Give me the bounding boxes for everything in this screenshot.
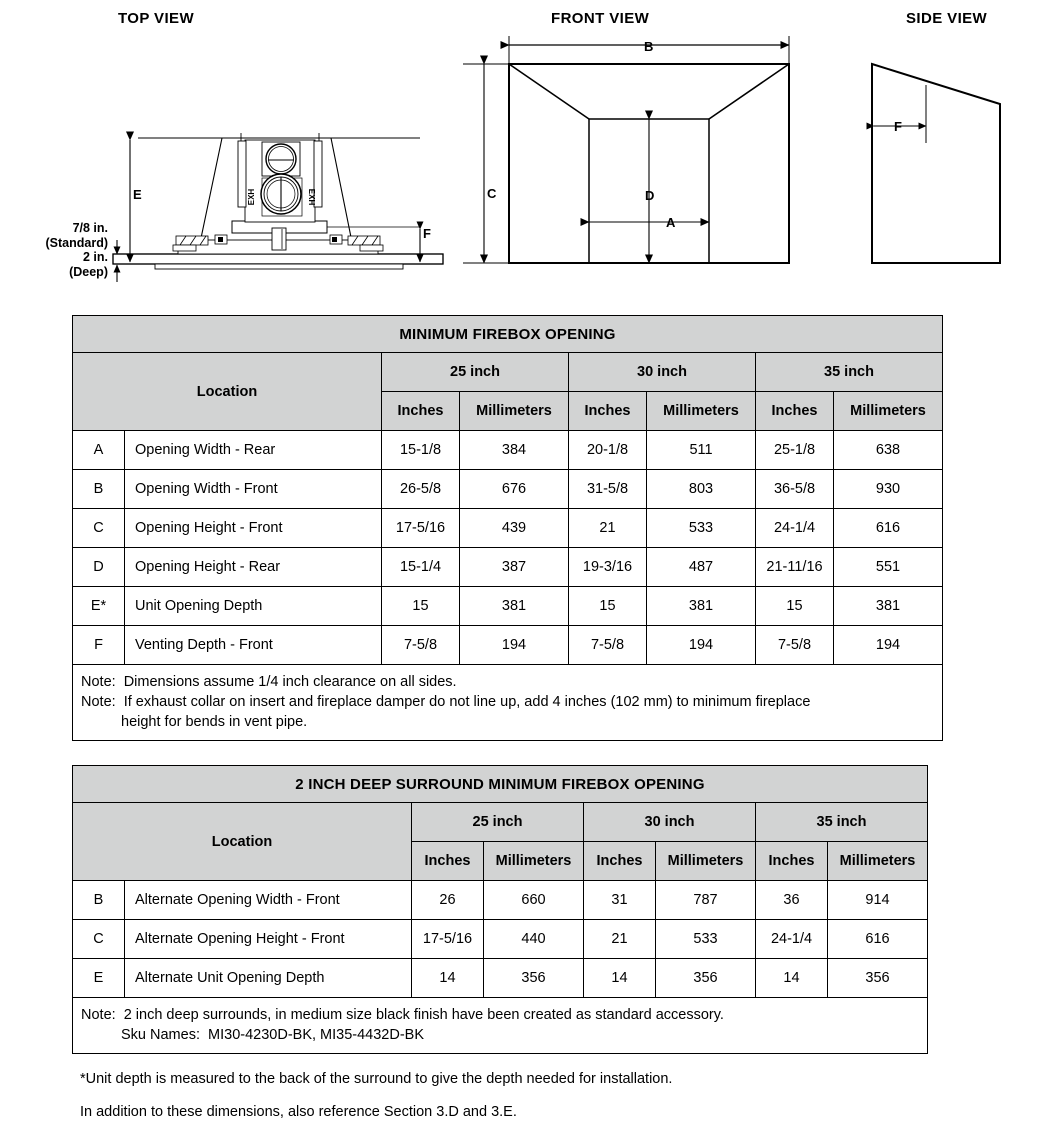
table1-row5-val1: 194 [460,626,569,665]
table2-row2-val1: 356 [484,959,584,998]
table1-row4-val3: 381 [647,587,756,626]
table1-row0-val5: 638 [834,431,943,470]
table2-row0-key: B [73,881,125,920]
table2-unit-header-4: Inches [756,842,828,881]
table2-row1-val2: 21 [584,920,656,959]
table1-size-header-row [73,353,943,392]
table-row [73,587,943,626]
table2-size-header-35: 35 inch [756,803,928,842]
table-row [73,959,928,998]
table2-row0-val0: 26 [412,881,484,920]
table1-row1-val1: 676 [460,470,569,509]
table-row [73,431,943,470]
table1-row4-val4: 15 [756,587,834,626]
table-row [73,881,928,920]
table1-notes [73,665,943,741]
table-row [73,509,943,548]
table1-note-2: height for bends in vent pipe. [121,714,308,730]
table1-location-header: Location [73,353,382,431]
table1-row1-val5: 930 [834,470,943,509]
table1-row5-val5: 194 [834,626,943,665]
table1-row4-desc: Unit Opening Depth [125,587,382,626]
table1-row1-key: B [73,470,125,509]
table1-row2-desc: Opening Height - Front [125,509,382,548]
table2-row1-key: C [73,920,125,959]
table2-unit-header-1: Millimeters [484,842,584,881]
table1-row4-val0: 15 [382,587,460,626]
side-view-drawing [872,64,1000,263]
top-view-e-label: E [133,187,142,202]
table-row [73,920,928,959]
table1-row0-val4: 25-1/8 [756,431,834,470]
table1-row1-desc: Opening Width - Front [125,470,382,509]
table2-notes-row [73,998,928,1054]
table2-row2-val0: 14 [412,959,484,998]
table2-row2-val4: 14 [756,959,828,998]
table2-unit-header-2: Inches [584,842,656,881]
table2-unit-header-3: Millimeters [656,842,756,881]
table2-row2-key: E [73,959,125,998]
front-view-drawing [463,36,789,263]
table2-row0-val3: 787 [656,881,756,920]
table2-size-header-30: 30 inch [584,803,756,842]
table1-row1-val2: 31-5/8 [569,470,647,509]
table2-row1-val1: 440 [484,920,584,959]
table-row [73,626,943,665]
table1-title: MINIMUM FIREBOX OPENING [73,316,943,353]
front-view-a-label: A [666,215,676,230]
table1-row2-key: C [73,509,125,548]
table2-row1-val3: 533 [656,920,756,959]
table1-row5-val0: 7-5/8 [382,626,460,665]
surround-note-line-3: 2 in. [82,250,108,264]
table1-row4-key: E* [73,587,125,626]
table2-row0-val1: 660 [484,881,584,920]
table1-row1-val0: 26-5/8 [382,470,460,509]
table1-row0-desc: Opening Width - Rear [125,431,382,470]
table1-size-header-35: 35 inch [756,353,943,392]
table1-note-1: Note: If exhaust collar on insert and fireplace damper do not line up, add 4 inches (102 mm) to minimum fireplace [81,694,811,710]
front-view-c-label: C [487,186,497,201]
table1-row3-val1: 387 [460,548,569,587]
table2-row1-desc: Alternate Opening Height - Front [125,920,412,959]
table1-row2-val0: 17-5/16 [382,509,460,548]
exh-label-right: EXH [307,188,316,206]
table2-note-0: Note: 2 inch deep surrounds, in medium size black finish have been created as standard accessory. [81,1007,724,1023]
table1-row3-desc: Opening Height - Rear [125,548,382,587]
table2-note-1: Sku Names: MI30-4230D-BK, MI35-4432D-BK [121,1027,425,1043]
table1-row2-val1: 439 [460,509,569,548]
table2-unit-header-0: Inches [412,842,484,881]
table1-row0-key: A [73,431,125,470]
table1-row5-key: F [73,626,125,665]
table2-row0-val4: 36 [756,881,828,920]
deep-surround-firebox-opening-table [72,765,928,1054]
table1-row3-val0: 15-1/4 [382,548,460,587]
table2-row2-val5: 356 [828,959,928,998]
table1-row5-val3: 194 [647,626,756,665]
table1-unit-header-1: Millimeters [460,392,569,431]
table2-row1-val4: 24-1/4 [756,920,828,959]
top-view-title: TOP VIEW [118,10,194,27]
table1-row4-val5: 381 [834,587,943,626]
table2-row1-val0: 17-5/16 [412,920,484,959]
surround-note-line-4: (Deep) [69,264,108,279]
table2-title: 2 INCH DEEP SURROUND MINIMUM FIREBOX OPENING [73,766,928,803]
table1-notes-row [73,665,943,741]
surround-note-line-2: (Standard) [45,235,108,250]
table1-row2-val4: 24-1/4 [756,509,834,548]
table1-row3-val3: 487 [647,548,756,587]
table1-row0-val3: 511 [647,431,756,470]
footnote-unit-depth: *Unit depth is measured to the back of the surround to give the depth needed for installation. [80,1071,673,1087]
minimum-firebox-opening-table [72,315,943,741]
table2-row2-val2: 14 [584,959,656,998]
table1-row4-val1: 381 [460,587,569,626]
surround-note-line-1: 7/8 in. [72,221,108,235]
table2-row0-val5: 914 [828,881,928,920]
table1-row0-val0: 15-1/8 [382,431,460,470]
table1-row3-val5: 551 [834,548,943,587]
table1-size-header-30: 30 inch [569,353,756,392]
table1-note-0: Note: Dimensions assume 1/4 inch clearance on all sides. [81,674,457,690]
front-view-b-label: B [644,39,654,54]
table1-unit-header-3: Millimeters [647,392,756,431]
table2-title-row [73,766,928,803]
footnote-section-reference: In addition to these dimensions, also reference Section 3.D and 3.E. [80,1104,517,1120]
table1-row1-val4: 36-5/8 [756,470,834,509]
table2-row2-desc: Alternate Unit Opening Depth [125,959,412,998]
table1-row0-val2: 20-1/8 [569,431,647,470]
front-view-d-label: D [645,188,655,203]
table1-size-header-25: 25 inch [382,353,569,392]
table2-size-header-25: 25 inch [412,803,584,842]
front-view-title: FRONT VIEW [551,10,650,27]
side-view-title: SIDE VIEW [906,10,988,27]
table1-row3-key: D [73,548,125,587]
table2-size-header-row [73,803,928,842]
table1-row3-val4: 21-11/16 [756,548,834,587]
table1-row5-desc: Venting Depth - Front [125,626,382,665]
table1-unit-header-2: Inches [569,392,647,431]
table1-row5-val4: 7-5/8 [756,626,834,665]
table2-row0-desc: Alternate Opening Width - Front [125,881,412,920]
table2-notes [73,998,928,1054]
table1-row0-val1: 384 [460,431,569,470]
table-row [73,548,943,587]
top-view-drawing [113,133,443,282]
table2-location-header: Location [73,803,412,881]
diagram-area [0,0,1056,300]
top-view-f-label: F [423,226,431,241]
table2-row2-val3: 356 [656,959,756,998]
table2-unit-header-5: Millimeters [828,842,928,881]
table1-unit-header-4: Inches [756,392,834,431]
side-view-f-label: F [894,119,902,134]
table1-row4-val2: 15 [569,587,647,626]
deep-surround-table-wrap [72,765,928,1054]
table1-row1-val3: 803 [647,470,756,509]
table1-row3-val2: 19-3/16 [569,548,647,587]
table1-title-row [73,316,943,353]
table2-row1-val5: 616 [828,920,928,959]
table1-unit-header-5: Millimeters [834,392,943,431]
table1-row2-val3: 533 [647,509,756,548]
minimum-firebox-opening-table-wrap [72,315,943,741]
table1-unit-header-0: Inches [382,392,460,431]
surround-depth-note [0,221,108,279]
table1-row2-val2: 21 [569,509,647,548]
exh-label-left: EXH [247,188,256,206]
table1-row2-val5: 616 [834,509,943,548]
table1-row5-val2: 7-5/8 [569,626,647,665]
table2-row0-val2: 31 [584,881,656,920]
table-row [73,470,943,509]
diagram-svg [0,0,1056,300]
